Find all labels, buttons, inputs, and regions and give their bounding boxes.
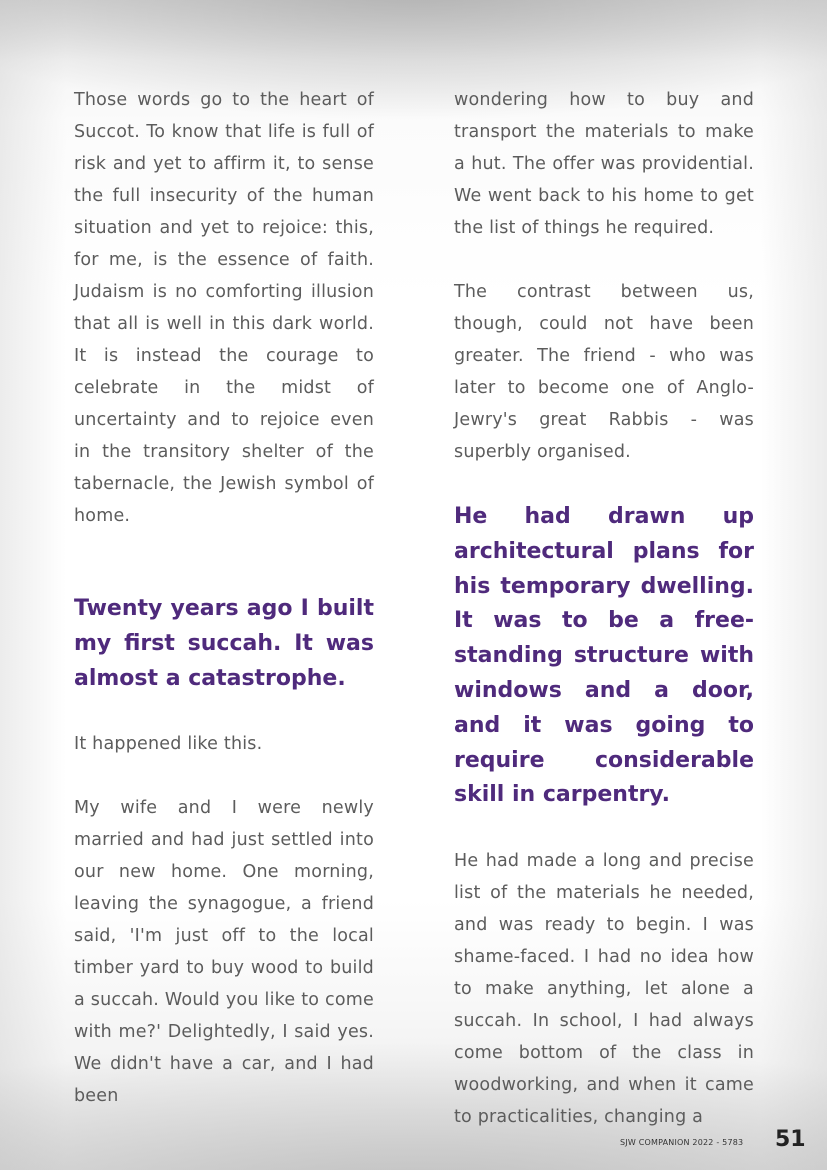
spacer [74, 696, 374, 728]
right-paragraph-1: wondering how to buy and transport the materials to make a hut. The offer was providential. We went back to his home to get the list of things he required. [454, 90, 754, 238]
spacer [454, 468, 754, 500]
right-pull-quote-heading: He had drawn up architectural plans for his temporary dwelling. It was to be a free-standing structure with windows and a door, and it was going to require considerable skill in carpentry. [454, 504, 754, 808]
page-number: 51 [775, 1127, 806, 1152]
left-paragraph-3: My wife and I were newly married and had just settled into our new home. One morning, leaving the synagogue, a friend said, 'I'm just off to the local timber yard to buy wood to build a succah. Would you like to come with me?' Delightedly, I said yes. We didn't have a car, and I had been [74, 798, 374, 1107]
left-paragraph-1: Those words go to the heart of Succot. To know that life is full of risk and yet to affirm it, to sense the full insecurity of the human situation and yet to rejoice: this, for me, is the essence of faith. Judaism is no comforting illusion that all is well in this dark world. It is instead the courage to celebrate in the midst of uncertainty and to rejoice even in the transitory shelter of the tabernacle, the Jewish symbol of home. [74, 90, 374, 526]
right-column [454, 84, 754, 1133]
right-paragraph-2: The contrast between us, though, could not have been greater. The friend - who was later to become one of Anglo-Jewry's great Rabbis - was superbly organised. [454, 282, 754, 462]
footer-publication-name: SJW COMPANION 2022 - 5783 [620, 1138, 744, 1147]
left-column [74, 84, 374, 1112]
spacer [454, 244, 754, 276]
left-paragraph-2: It happened like this. [74, 734, 263, 755]
spacer [74, 760, 374, 792]
right-paragraph-3: He had made a long and precise list of the materials he needed, and was ready to begin. I was shame-faced. I had no idea how to make anything, let alone a succah. In school, I had always come bottom of the class in woodworking, and when it came to practicalities, changing a [454, 851, 754, 1128]
spacer [74, 532, 374, 592]
left-pull-quote-heading: Twenty years ago I built my first succah. It was almost a catastrophe. [74, 596, 374, 691]
spacer [454, 813, 754, 845]
